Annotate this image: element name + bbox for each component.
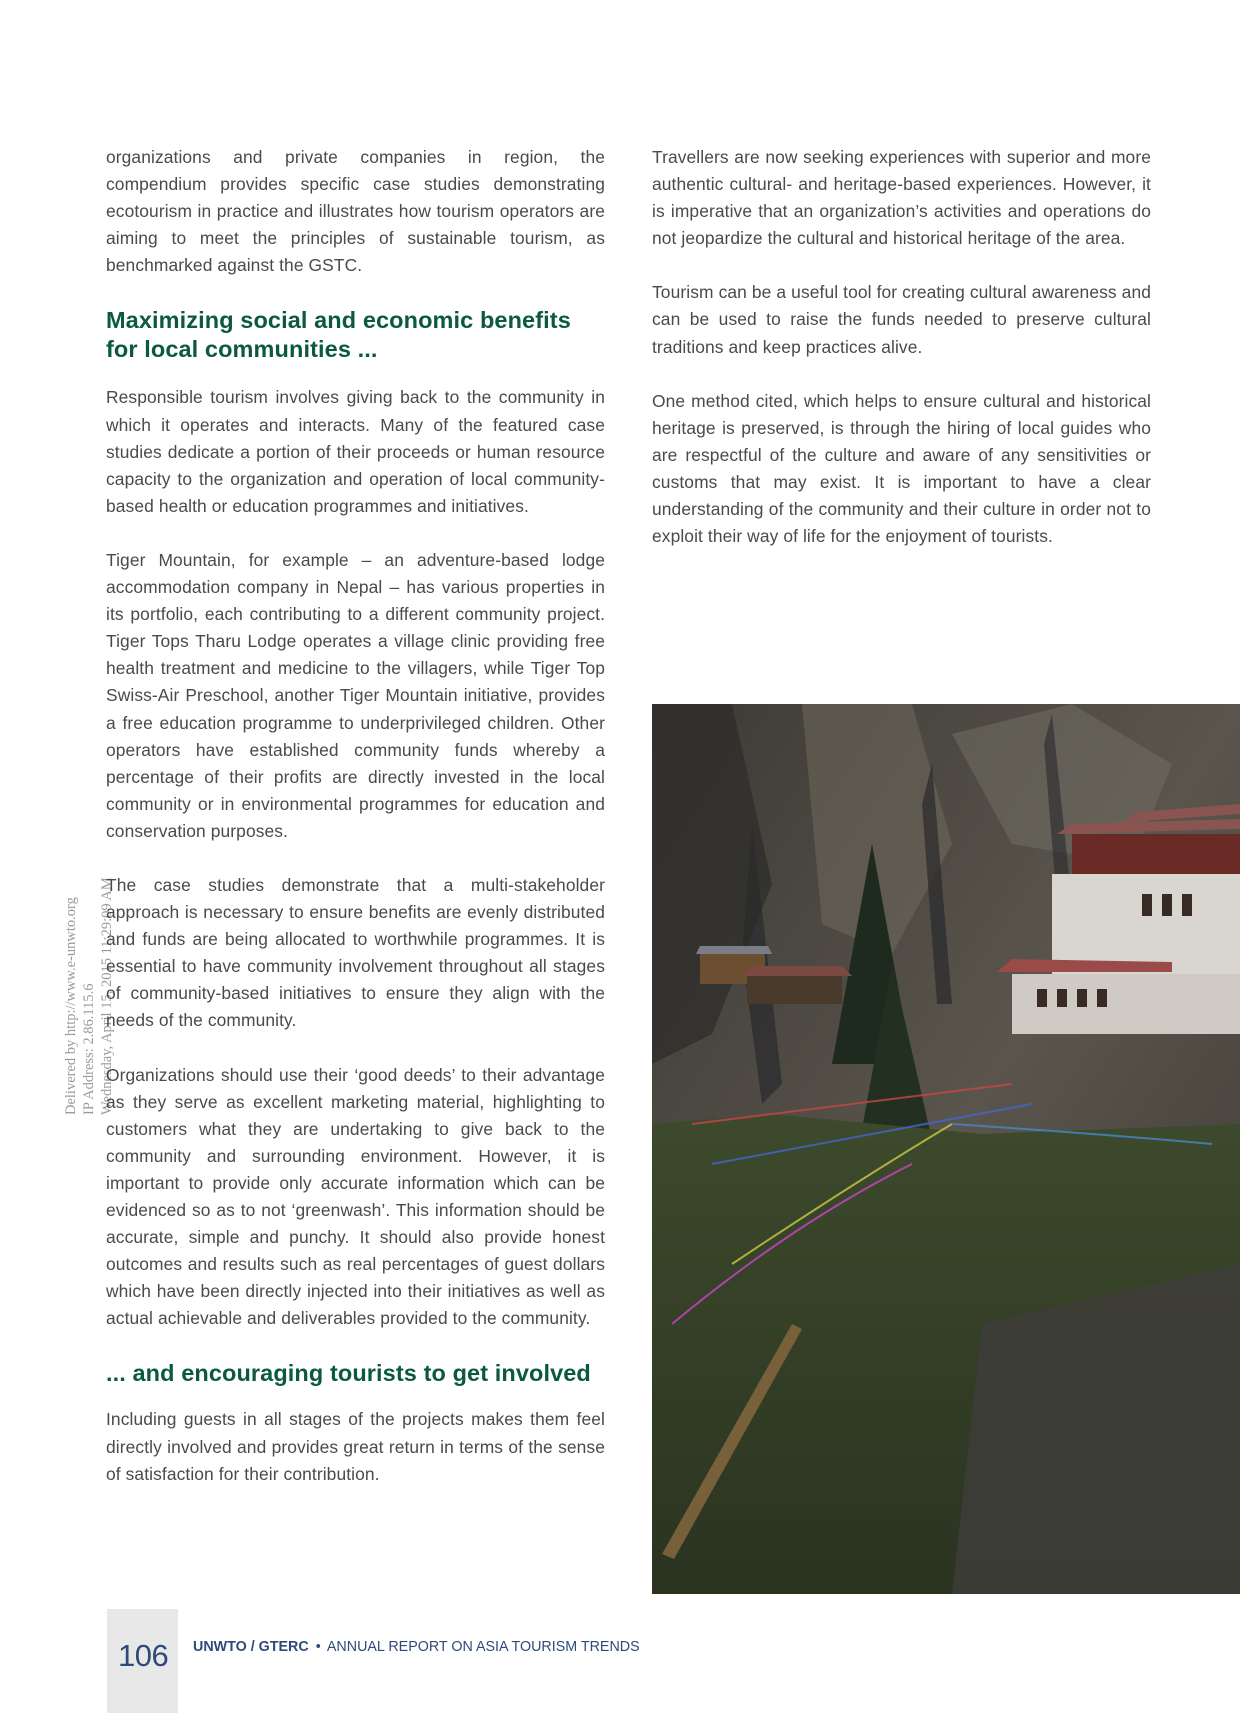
footer-title: ANNUAL REPORT ON ASIA TOURISM TRENDS [326, 1639, 640, 1655]
footer-separator: • [315, 1639, 321, 1655]
page-number: 106 [118, 1638, 169, 1673]
body-paragraph: Responsible tourism involves giving back to the community in which it operates and interacts. Many of the featured case studies dedicate a portion of their proceeds or human resource capacity to the organization and operation of local community-based health or education programmes and initiatives. [106, 387, 605, 516]
monastery-photo [652, 704, 1240, 1594]
hut-roof [742, 966, 852, 976]
monastery-photo-illustration [652, 704, 1240, 1594]
body-paragraph: One method cited, which helps to ensure cultural and historical heritage is preserved, is through the hiring of local guides who are respectful of the culture and aware of any sensitivities or customs that may exist. It is important to have a clear understanding of the community and their culture in order not to exploit their way of life for the enjoyment of tourists. [652, 390, 1151, 547]
body-paragraph: Organizations should use their ‘good deeds’ to their advantage as they serve as excellent marketing material, highlighting to customers what they are undertaking to give back to the community and surrounding environment. However, it is important to provide only accurate information which can be evidenced so as to not ‘greenwash’. This information should be accurate, simple and punchy. It should also provide honest outcomes and results such as real percentages of guest dollars which have been directly injected into their initiatives as well as actual achievable and deliverables provided to the community. [106, 1064, 605, 1329]
hut-roof [696, 946, 772, 954]
right-column [652, 144, 1151, 577]
watermark-line: Delivered by http://www.e-unwto.org [63, 897, 79, 1115]
left-column [106, 144, 605, 1515]
section-heading-tourists: ... and encouraging tourists to get involved [106, 1360, 591, 1387]
running-footer [193, 1639, 640, 1655]
download-watermark [0, 835, 115, 1115]
watermark-line: Wednesday, April 15, 2015 11:29:09 AM [99, 877, 115, 1115]
hut [747, 974, 842, 1004]
section-heading-benefits: Maximizing social and economic benefits for local communities ... [106, 307, 571, 363]
body-paragraph: The case studies demonstrate that a multi-stakeholder approach is necessary to ensure benefits are evenly distributed and funds are being allocated to worthwhile programmes. It is essential to have community involvement throughout all stages of community-based initiatives to ensure they align with the needs of the community. [106, 874, 605, 1031]
body-paragraph: Including guests in all stages of the projects makes them feel directly involved and provides great return in terms of the sense of satisfaction for their contribution. [106, 1409, 605, 1484]
monastery-upper [1072, 834, 1240, 874]
body-paragraph: Tourism can be a useful tool for creating cultural awareness and can be used to raise the funds needed to preserve cultural traditions and keep practices alive. [652, 282, 1151, 357]
watermark-line: IP Address: 2.86.115.6 [81, 983, 97, 1115]
body-paragraph: Travellers are now seeking experiences with superior and more authentic cultural- and heritage-based experiences. However, it is imperative that an organization’s activities and operations do not jeopardize the cultural and historical heritage of the area. [652, 147, 1151, 249]
intro-paragraph: organizations and private companies in region, the compendium provides specific case studies demonstrating ecotourism in practice and illustrates how tourism operators are aiming to meet the principles of sustainable tourism, as benchmarked against the GSTC. [106, 147, 605, 276]
body-paragraph: Tiger Mountain, for example – an adventure-based lodge accommodation company in Nepal – has various properties in its portfolio, each contributing to a different community project. Tiger Tops Tharu Lodge operates a village clinic providing free health treatment and medicine to the villagers, while Tiger Top Swiss-Air Preschool, another Tiger Mountain initiative, provides a free education programme to underprivileged children. Other operators have established community funds whereby a percentage of their profits are directly invested in the local community or in environmental programmes for education and conservation purposes. [106, 549, 605, 841]
footer-brand: UNWTO / GTERC [193, 1639, 309, 1655]
